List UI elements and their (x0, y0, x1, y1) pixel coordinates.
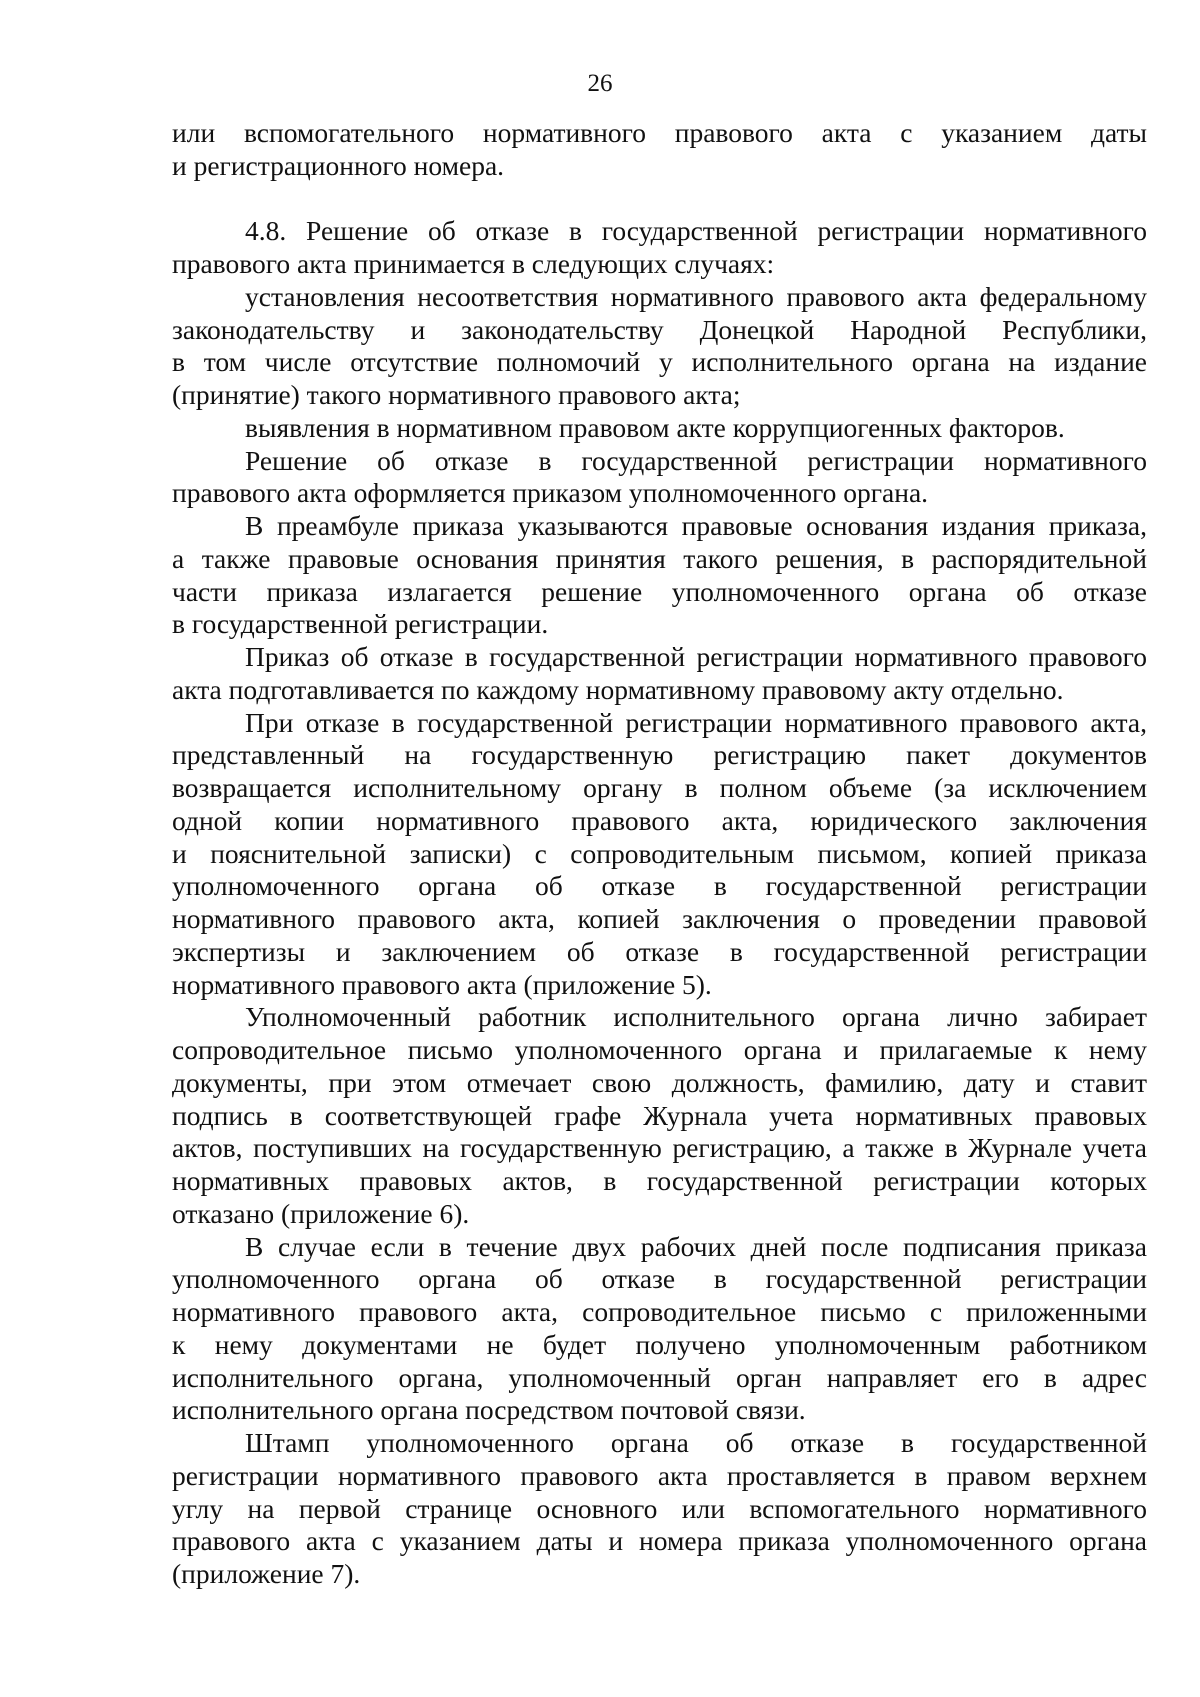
text-line: экспертизы и заключением об отказе в государственной регистрации (172, 935, 1147, 967)
text-line: уполномоченного органа об отказе в государственной регистрации (172, 870, 1147, 902)
text-line: Приказ об отказе в государственной регистрации нормативного правового (245, 641, 1147, 672)
text-line: представленный на государственную регистрацию пакет документов (172, 739, 1147, 771)
text-line: углу на первой странице основного или вспомогательного нормативного (172, 1492, 1147, 1524)
text-line: подпись в соответствующей графе Журнала учета нормативных правовых (172, 1099, 1147, 1131)
text-line: акта подготавливается по каждому нормативному правовому акту отдельно. (172, 673, 1064, 705)
text-line: нормативного правового акта, копией заключения о проведении правовой (172, 903, 1147, 934)
text-line: одной копии нормативного правового акта, юридического заключения (172, 804, 1147, 836)
text-line: установления несоответствия нормативного правового акта федеральному (245, 280, 1147, 312)
text-line: исполнительного органа, уполномоченный орган направляет его в адрес (172, 1361, 1147, 1393)
text-line: в том числе отсутствие полномочий у исполнительного органа на издание (172, 346, 1147, 378)
text-line: Решение об отказе в государственной регистрации нормативного (245, 444, 1147, 476)
text-line: нормативного правового акта (приложение 5). (172, 968, 712, 1000)
text-line: правового акта принимается в следующих случаях: (172, 248, 775, 279)
text-line: возвращается исполнительному органу в полном объеме (за исключением (172, 772, 1147, 803)
text-line: или вспомогательного нормативного правового акта с указанием даты (172, 117, 1147, 148)
text-line: актов, поступивших на государственную регистрацию, а также в Журнале учета (172, 1132, 1147, 1164)
text-line: части приказа излагается решение уполномоченного органа об отказе (172, 575, 1147, 607)
paragraph-gap (172, 183, 1147, 216)
text-line: В преамбуле приказа указываются правовые основания издания приказа, (245, 510, 1147, 541)
text-line: Штамп уполномоченного органа об отказе в государственной (245, 1427, 1147, 1458)
document-body (172, 117, 1147, 1591)
text-line: отказано (приложение 6). (172, 1197, 470, 1229)
text-line: Уполномоченный работник исполнительного органа лично забирает (245, 1001, 1147, 1033)
text-line: При отказе в государственной регистрации нормативного правового акта, (245, 706, 1147, 738)
text-line: к нему документами не будет получено уполномоченным работником (172, 1328, 1147, 1360)
text-line: уполномоченного органа об отказе в государственной регистрации (172, 1263, 1147, 1295)
text-line: 4.8. Решение об отказе в государственной регистрации нормативного (245, 215, 1147, 247)
text-line: документы, при этом отмечает свою должность, фамилию, дату и ставит (172, 1066, 1147, 1098)
text-line: нормативных правовых актов, в государственной регистрации которых (172, 1165, 1147, 1196)
text-line: а также правовые основания принятия такого решения, в распорядительной (172, 542, 1147, 574)
text-line: (приложение 7). (172, 1558, 361, 1589)
text-line: регистрации нормативного правового акта проставляется в правом верхнем (172, 1459, 1147, 1491)
text-line: и пояснительной записки) с сопроводительным письмом, копией приказа (172, 837, 1147, 869)
text-line: нормативного правового акта, сопроводительное письмо с приложенными (172, 1296, 1147, 1327)
text-line: правового акта с указанием даты и номера приказа уполномоченного органа (172, 1525, 1147, 1557)
text-line: исполнительного органа посредством почтовой связи. (172, 1394, 806, 1426)
text-line: В случае если в течение двух рабочих дней после подписания приказа (245, 1230, 1147, 1262)
text-line: правового акта оформляется приказом уполномоченного органа. (172, 477, 929, 509)
text-line: и регистрационного номера. (172, 149, 505, 181)
text-line: (принятие) такого нормативного правового акта; (172, 379, 741, 410)
text-line: в государственной регистрации. (172, 608, 549, 640)
text-line: законодательству и законодательству Донецкой Народной Республики, (172, 313, 1147, 345)
page-number: 26 (587, 70, 613, 97)
text-line: сопроводительное письмо уполномоченного органа и прилагаемые к нему (172, 1034, 1147, 1065)
text-line: выявления в нормативном правовом акте коррупциогенных факторов. (245, 411, 1065, 443)
